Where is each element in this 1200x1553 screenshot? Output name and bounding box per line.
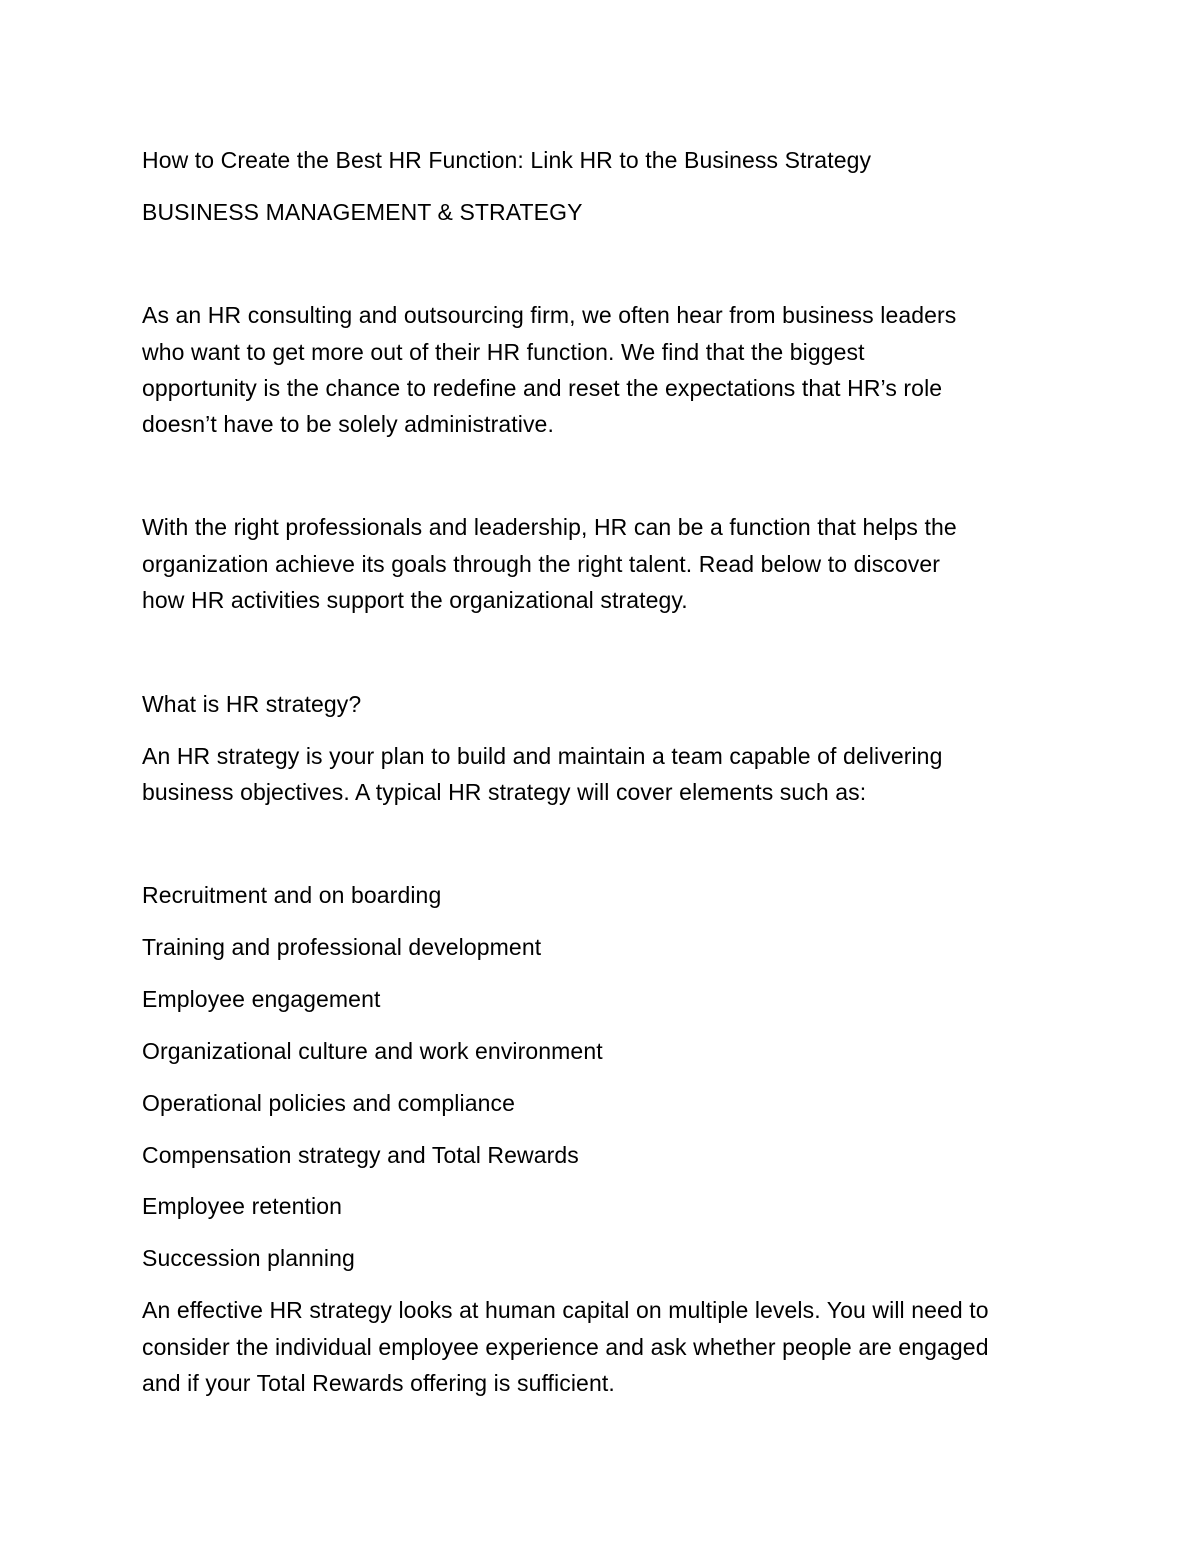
paragraph-line: As an HR consulting and outsourcing firm, we often hear from business leaders bbox=[142, 302, 957, 328]
list-item: Recruitment and on boarding bbox=[142, 882, 442, 908]
paragraph-line: and if your Total Rewards offering is sufficient. bbox=[142, 1370, 615, 1396]
paragraph-line: who want to get more out of their HR function. We find that the biggest bbox=[142, 339, 865, 365]
list-item: Employee engagement bbox=[142, 986, 381, 1012]
paragraph-line: An effective HR strategy looks at human capital on multiple levels. You will need to bbox=[142, 1297, 989, 1323]
paragraph-line: organization achieve its goals through the right talent. Read below to discover bbox=[142, 551, 941, 577]
document-title: How to Create the Best HR Function: Link HR to the Business Strategy bbox=[142, 147, 872, 173]
list-item: Compensation strategy and Total Rewards bbox=[142, 1142, 579, 1168]
list-item: Organizational culture and work environment bbox=[142, 1038, 603, 1064]
list-item: Training and professional development bbox=[142, 934, 542, 960]
list-item: Employee retention bbox=[142, 1193, 342, 1219]
paragraph-line: how HR activities support the organizational strategy. bbox=[142, 587, 688, 613]
section-heading: What is HR strategy? bbox=[142, 691, 362, 717]
paragraph-line: An HR strategy is your plan to build and maintain a team capable of delivering bbox=[142, 743, 943, 769]
list-item: Operational policies and compliance bbox=[142, 1090, 515, 1116]
paragraph-line: With the right professionals and leadership, HR can be a function that helps the bbox=[142, 514, 957, 540]
paragraph-line: consider the individual employee experience and ask whether people are engaged bbox=[142, 1334, 989, 1360]
paragraph-line: business objectives. A typical HR strategy will cover elements such as: bbox=[142, 779, 867, 805]
document-category: BUSINESS MANAGEMENT & STRATEGY bbox=[142, 199, 583, 225]
paragraph-line: opportunity is the chance to redefine and reset the expectations that HR’s role bbox=[142, 375, 943, 401]
list-item: Succession planning bbox=[142, 1245, 355, 1271]
paragraph-line: doesn’t have to be solely administrative. bbox=[142, 411, 554, 437]
